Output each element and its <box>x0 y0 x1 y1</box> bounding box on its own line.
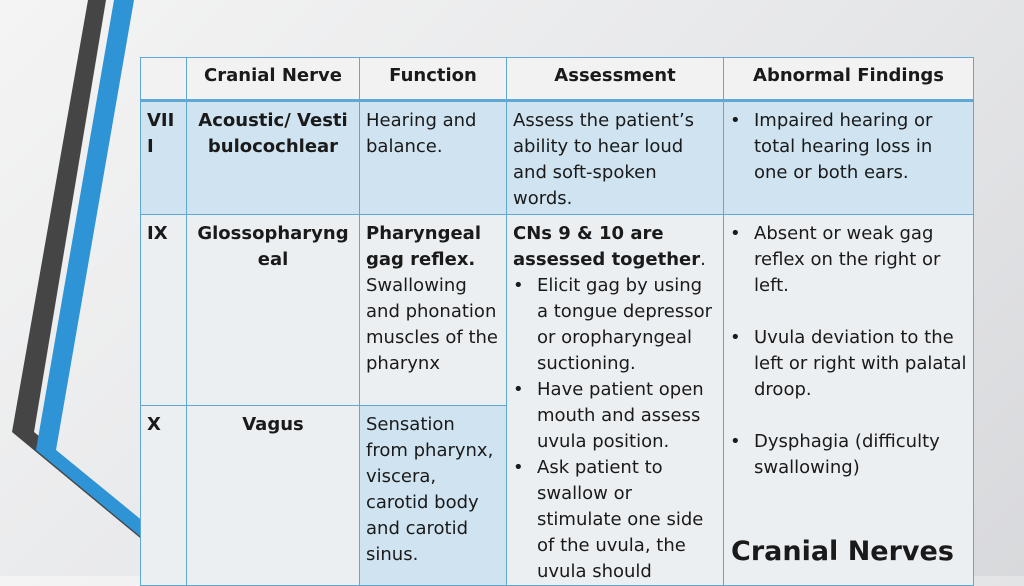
header-assessment: Assessment <box>507 58 724 101</box>
nerve-findings <box>724 101 974 215</box>
finding-item: • Impaired hearing or total hearing loss in one or both ears. <box>730 108 967 186</box>
nerve-name: Acoustic/ Vestibulocochlear <box>187 101 360 215</box>
nerve-findings <box>724 215 974 586</box>
finding-item: • Dysphagia (difficulty swallowing) <box>730 429 967 481</box>
nerve-name: Vagus <box>187 406 360 586</box>
finding-item: • Absent or weak gag reflex on the right or left. <box>730 221 967 299</box>
function-bold: Pharyngeal gag reflex. <box>366 223 481 270</box>
table-row <box>141 215 974 406</box>
nerve-function: Hearing and balance. <box>360 101 507 215</box>
nerve-number: VIII <box>141 101 187 215</box>
table-header-row <box>141 58 974 101</box>
nerve-assessment: Assess the patient’s ability to hear loud and soft-spoken words. <box>507 101 724 215</box>
header-abnormal-findings: Abnormal Findings <box>724 58 974 101</box>
nerve-function <box>360 215 507 406</box>
header-cranial-nerve: Cranial Nerve <box>187 58 360 101</box>
assessment-after: . <box>700 249 706 270</box>
header-number <box>141 58 187 101</box>
nerve-function: Sensation from pharynx, viscera, carotid body and carotid sinus. <box>360 406 507 586</box>
nerve-number: X <box>141 406 187 586</box>
header-function: Function <box>360 58 507 101</box>
assessment-bold: CNs 9 & 10 are assessed together <box>513 223 701 270</box>
function-text: Swallowing and phonation muscles of the pharynx <box>366 275 499 374</box>
assessment-item: • Ask patient to swallow or stimulate one side of the uvula, the uvula should <box>513 455 717 585</box>
table-row <box>141 101 974 215</box>
cranial-nerve-table <box>140 57 974 586</box>
nerve-name: Glossopharyngeal <box>187 215 360 406</box>
finding-item: • Uvula deviation to the left or right with palatal droop. <box>730 325 967 403</box>
nerve-assessment <box>507 215 724 586</box>
nerve-number: IX <box>141 215 187 406</box>
assessment-item: • Have patient open mouth and assess uvula position. <box>513 377 717 455</box>
assessment-item: • Elicit gag by using a tongue depressor or oropharyngeal suctioning. <box>513 273 717 377</box>
slide-title: Cranial Nerves <box>731 536 954 567</box>
